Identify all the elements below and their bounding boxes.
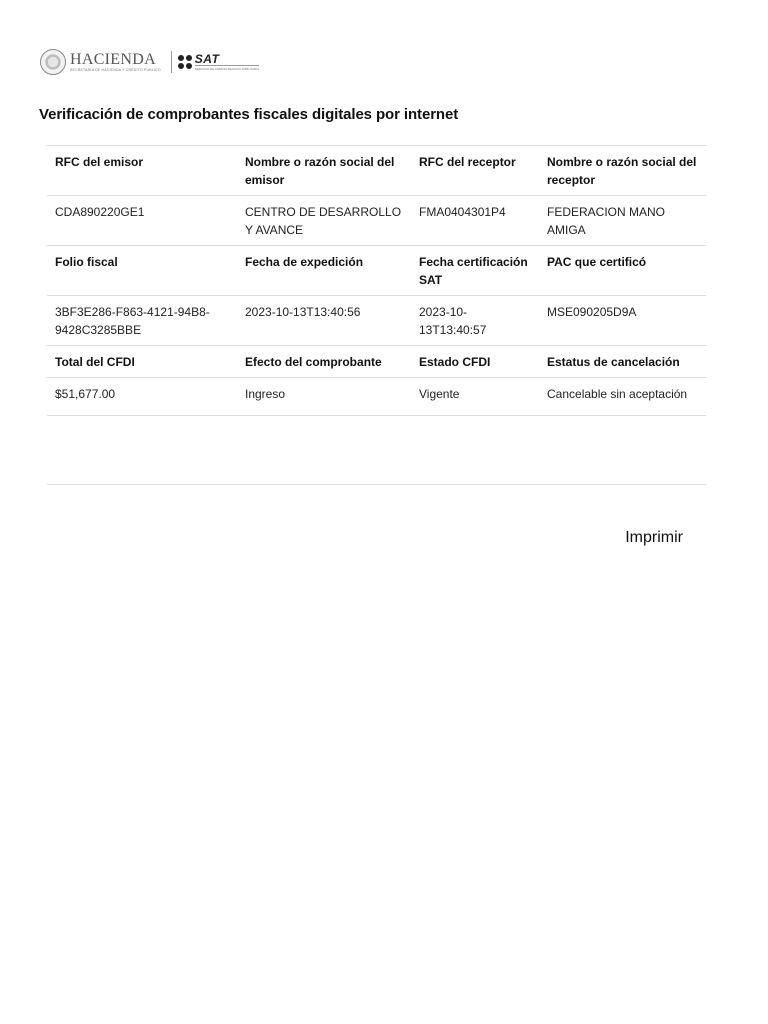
print-button[interactable]: Imprimir	[625, 529, 683, 546]
hacienda-logo	[70, 52, 161, 73]
value-pac: MSE090205D9A	[539, 296, 706, 346]
logo-divider	[171, 51, 172, 73]
value-fecha-certificacion: 2023-10-13T13:40:57	[411, 296, 539, 346]
mexico-seal-icon	[40, 49, 66, 75]
header-estatus-cancelacion: Estatus de cancelación	[539, 346, 706, 378]
value-fecha-expedicion: 2023-10-13T13:40:56	[237, 296, 411, 346]
value-nombre-emisor: CENTRO DE DESARROLLO Y AVANCE	[237, 196, 411, 246]
hacienda-logo-subtitle: SECRETARÍA DE HACIENDA Y CRÉDITO PÚBLICO	[70, 67, 161, 72]
value-efecto-comprobante: Ingreso	[237, 378, 411, 416]
header-rfc-receptor: RFC del receptor	[411, 146, 539, 196]
table-row	[47, 378, 706, 416]
value-estatus-cancelacion: Cancelable sin aceptación	[539, 378, 706, 416]
header-rfc-emisor: RFC del emisor	[47, 146, 237, 196]
table-header-row	[47, 246, 706, 296]
header-folio-fiscal: Folio fiscal	[47, 246, 237, 296]
header-nombre-receptor: Nombre o razón social del receptor	[539, 146, 706, 196]
header-fecha-certificacion: Fecha certificación SAT	[411, 246, 539, 296]
sat-logo	[195, 53, 259, 71]
header-pac: PAC que certificó	[539, 246, 706, 296]
sat-logo-text: SAT	[194, 52, 220, 66]
bottom-divider	[47, 484, 706, 485]
page-title: Verificación de comprobantes fiscales digitales por internet	[39, 106, 459, 123]
table-header-row	[47, 346, 706, 378]
header-logos	[40, 46, 259, 78]
hacienda-logo-text: HACIENDA	[70, 50, 156, 68]
header-efecto-comprobante: Efecto del comprobante	[237, 346, 411, 378]
value-total-cfdi: $51,677.00	[47, 378, 237, 416]
sat-logo-subtitle: SERVICIO DE ADMINISTRACIÓN TRIBUTARIA	[194, 67, 260, 71]
header-nombre-emisor: Nombre o razón social del emisor	[237, 146, 411, 196]
table-row	[47, 296, 706, 346]
header-estado-cfdi: Estado CFDI	[411, 346, 539, 378]
header-total-cfdi: Total del CFDI	[47, 346, 237, 378]
value-rfc-emisor: CDA890220GE1	[47, 196, 237, 246]
cfdi-info-table	[47, 145, 706, 416]
value-estado-cfdi: Vigente	[411, 378, 539, 416]
value-rfc-receptor: FMA0404301P4	[411, 196, 539, 246]
table-row	[47, 196, 706, 246]
value-folio-fiscal: 3BF3E286-F863-4121-94B8-9428C3285BBE	[47, 296, 237, 346]
header-fecha-expedicion: Fecha de expedición	[237, 246, 411, 296]
table-header-row	[47, 146, 706, 196]
sat-dots-icon	[178, 55, 192, 69]
value-nombre-receptor: FEDERACION MANO AMIGA	[539, 196, 706, 246]
